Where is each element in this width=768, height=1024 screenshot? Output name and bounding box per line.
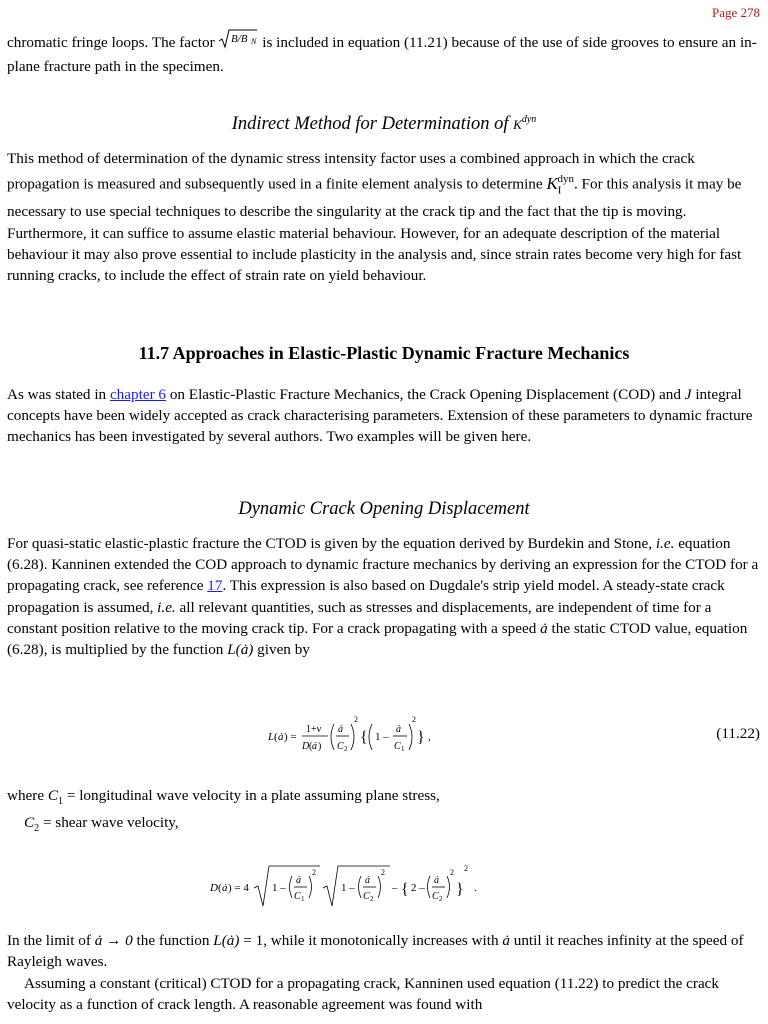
svg-text:1: 1: [401, 745, 405, 753]
p3-text-b: on Elastic-Plastic Fracture Mechanics, the Crack Opening Displacement (COD) and: [166, 386, 685, 403]
p6-text-b: the function: [132, 932, 214, 949]
svg-text:1 –: 1 –: [341, 882, 355, 894]
heading-1-text: Indirect Method for Determination of: [231, 114, 514, 135]
equation-number-11-22: (11.22): [716, 725, 760, 742]
svg-text:2: 2: [464, 864, 468, 873]
svg-text:) = 4: ) = 4: [228, 882, 249, 894]
p4-text-b: equation (6.28). Kanninen extended the COD approach to dynamic fracture mechanics by deriving an expression for the CTOD for a propagating crack, see reference: [7, 535, 759, 595]
sqrt-factor: [218, 28, 258, 56]
p5-text-c: = shear wave velocity,: [39, 814, 179, 832]
paragraph-2: [7, 148, 763, 286]
svg-text:ȧ: ȧ: [312, 741, 317, 752]
svg-text:(: (: [274, 731, 278, 743]
svg-text:C: C: [432, 891, 439, 902]
svg-text:2: 2: [450, 868, 454, 877]
svg-text:2: 2: [381, 868, 385, 877]
p5-text-a: where: [7, 787, 48, 804]
l-adot-symbol-2: L(ȧ): [213, 932, 240, 949]
ie-2: i.e.: [157, 598, 176, 616]
svg-text:B/B: B/B: [231, 33, 248, 45]
svg-text:C: C: [363, 891, 370, 902]
p5-text-b: = longitudinal wave velocity in a plate assuming plane stress,: [63, 787, 440, 804]
paragraph-1: [7, 28, 763, 77]
k-i-dyn-symbol: $K_I^{dyn}$: [546, 173, 574, 197]
l-adot-symbol: L(ȧ): [227, 641, 254, 659]
page-number: Page 278: [711, 5, 760, 20]
svg-text:): ): [318, 741, 322, 752]
svg-text:C: C: [294, 891, 301, 902]
p6-text-d: until it reaches infinity at the speed of Rayleigh waves.: [7, 932, 744, 971]
p4-text-f: given by: [253, 641, 310, 659]
svg-text:}: }: [456, 881, 464, 898]
section-heading-indirect-method: [0, 114, 768, 135]
j-symbol: J: [684, 386, 692, 403]
svg-text:2: 2: [412, 715, 416, 724]
p6-text-c: = 1, while it monotonically increases with: [239, 932, 503, 949]
p3-text-c: integral concepts have been widely accepted as crack characterising parameters. Extension of these parameters to dynamic fracture mechanics has been investigated by several authors. Two examples will be given here.: [7, 386, 753, 446]
svg-text:ȧ: ȧ: [296, 875, 301, 886]
svg-text:L: L: [268, 731, 275, 743]
svg-text:D: D: [210, 882, 218, 894]
paragraph-5: [7, 785, 763, 839]
paragraph-6: [7, 930, 763, 972]
ie-1: i.e.: [655, 535, 675, 552]
p4-text-c: . This expression is also based on Dugdale's strip yield model. A steady-state crack propagation is assumed,: [7, 577, 725, 616]
p4-text-a: For quasi-static elastic-plastic fracture the CTOD is given by the equation derived by Burdekin and Stone,: [7, 535, 656, 552]
limit-symbol: ȧ → 0: [94, 932, 133, 949]
svg-text:2 –: 2 –: [411, 882, 425, 894]
p1-text-b: is included in equation (11.21) because of the use of side grooves to ensure an in-plane fracture path in the specimen.: [7, 34, 757, 76]
paragraph-4: [7, 533, 763, 660]
svg-text:C: C: [394, 741, 401, 752]
svg-text:2: 2: [354, 715, 358, 724]
equation-11-22: [266, 708, 446, 769]
p6-text-a: In the limit of: [7, 932, 95, 949]
chapter-6-link[interactable]: chapter 6: [109, 386, 167, 403]
p2-text-b: . For this analysis it may be necessary to use special techniques to describe the singularity at the crack tip and the fact that the tip is moving. Furthermore, it can suffice to assume elastic material behaviour. However, for an adequate description of the material behaviour it may also prove essential to include plasticity in the analysis and, since strain rates become very high for fast running cracks, to include the effect of strain rate on yield behaviour.: [7, 175, 742, 285]
svg-text:2: 2: [312, 868, 316, 877]
svg-text:2: 2: [344, 745, 348, 753]
svg-text:D: D: [302, 741, 310, 752]
section-heading-dynamic-cod: Dynamic Crack Opening Displacement: [238, 499, 530, 519]
paragraph-3: [7, 384, 763, 448]
p2-text-a: This method of determination of the dynamic stress intensity factor uses a combined approach in which the crack propagation is measured and subsequently used in a finite element analysis to determine: [7, 150, 695, 193]
svg-text:N: N: [251, 37, 257, 46]
equation-d-adot: [208, 858, 498, 923]
a-dot-symbol: ȧ: [540, 619, 548, 637]
svg-text:ȧ: ȧ: [222, 882, 228, 894]
p4-text-d: all relevant quantities, such as stresses and displacements, are independent of time for a constant position relative to the moving crack tip. For a crack propagating with a speed: [7, 598, 712, 637]
p7-text-a: Assuming a constant (critical) CTOD for a propagating crack, Kanninen used equation (11.22) to predict the crack velocity as a function of crack length. A reasonable agreement was found with: [7, 975, 720, 1014]
p1-text-a: chromatic fringe loops. The factor: [7, 34, 219, 51]
svg-text:) =: ) =: [284, 731, 297, 743]
svg-text:1 –: 1 –: [375, 731, 389, 743]
svg-text:C: C: [337, 741, 344, 752]
svg-text:–: –: [392, 882, 398, 894]
svg-text:(: (: [309, 741, 313, 752]
svg-text:1: 1: [301, 895, 305, 903]
svg-text:ȧ: ȧ: [365, 875, 370, 886]
p4-text-e: the static CTOD value, equation (6.28), is multiplied by the function: [7, 619, 748, 659]
reference-17-link[interactable]: 17: [207, 577, 223, 595]
svg-text:ȧ: ȧ: [278, 731, 284, 743]
svg-text:1+ν: 1+ν: [306, 724, 322, 735]
k-dyn-symbol: $K^{dyn}$: [513, 114, 537, 133]
svg-text:2: 2: [370, 895, 374, 903]
svg-text:(: (: [218, 882, 222, 894]
svg-text:ȧ: ȧ: [434, 875, 439, 886]
svg-text:ȧ: ȧ: [396, 724, 401, 735]
svg-text:ȧ: ȧ: [338, 724, 343, 735]
p3-text-a: As was stated in: [7, 386, 110, 403]
svg-text:,: ,: [428, 731, 431, 743]
svg-text:{: {: [360, 729, 368, 746]
c1-symbol: $C_1$: [47, 787, 64, 808]
a-dot-symbol-2: ȧ: [502, 932, 510, 949]
svg-text:{: {: [401, 881, 409, 898]
svg-text:.: .: [474, 882, 477, 894]
svg-text:}: }: [417, 729, 425, 746]
section-heading-11-7: 11.7 Approaches in Elastic-Plastic Dynamic Fracture Mechanics: [138, 343, 630, 363]
svg-text:1 –: 1 –: [272, 882, 286, 894]
svg-text:2: 2: [439, 895, 443, 903]
c2-symbol: $C_2$: [24, 814, 40, 835]
paragraph-7: [7, 973, 763, 1015]
